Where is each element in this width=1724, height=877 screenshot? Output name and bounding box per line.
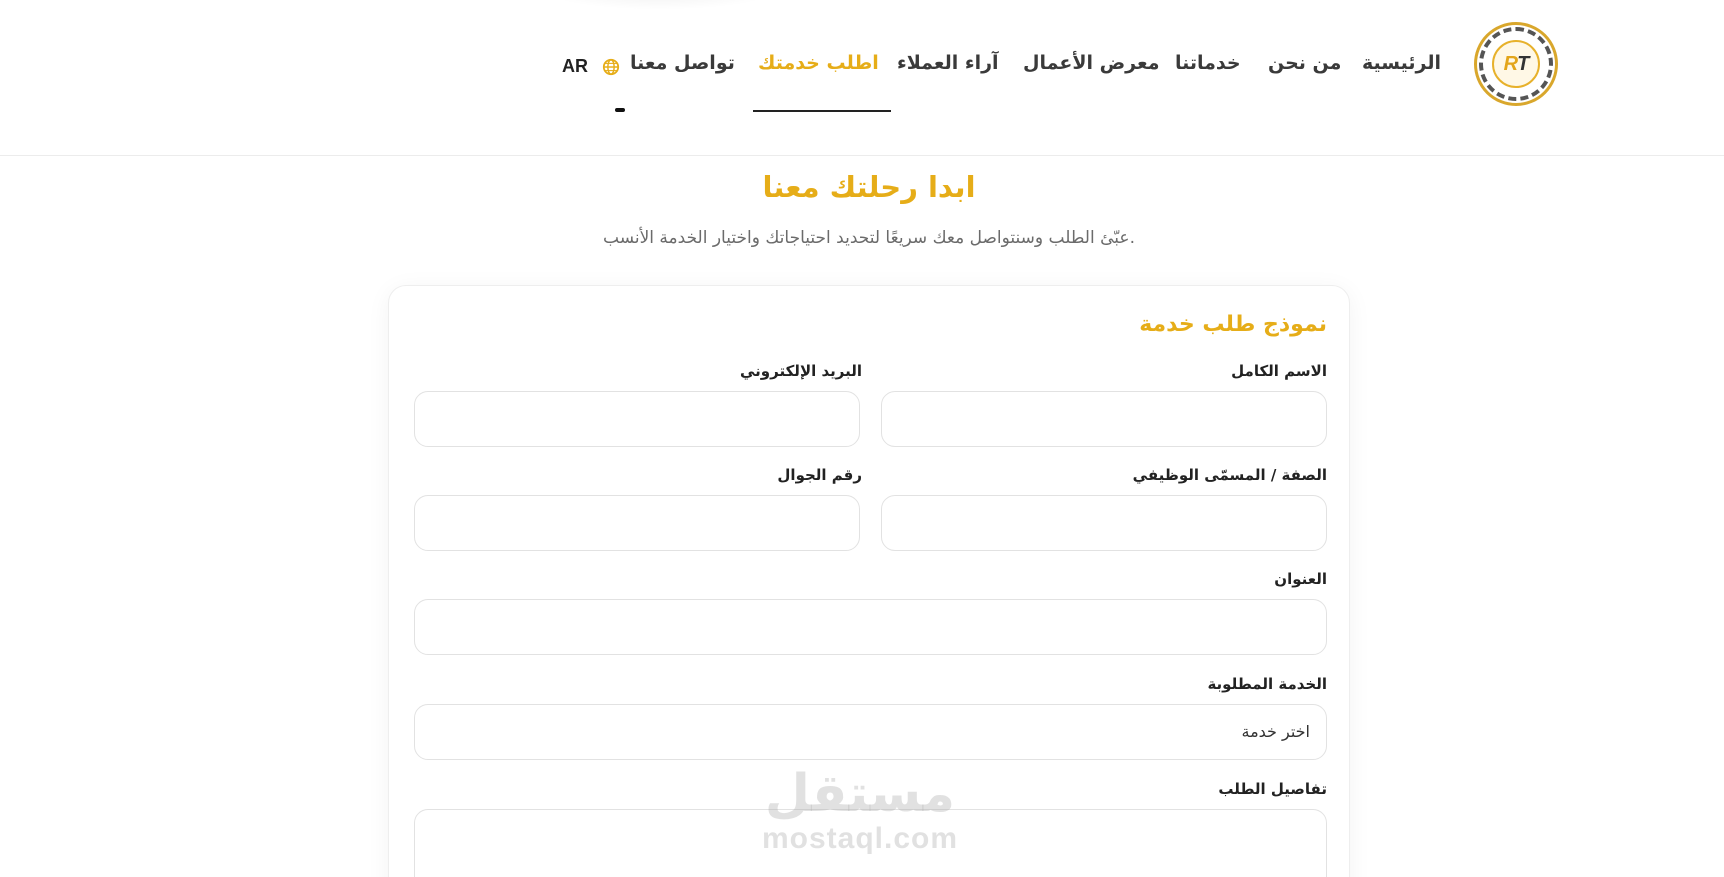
active-nav-underline [753,110,891,112]
nav-services[interactable]: خدماتنا [1175,52,1241,74]
mobile-input[interactable] [415,496,859,550]
language-indicator [615,108,625,112]
page-title: ابدا رحلتك معنا [762,170,976,204]
details-textarea[interactable] [414,809,1327,877]
nav-request-service[interactable]: اطلب خدمتك [758,52,879,74]
details-label: تفاصيل الطلب [1218,780,1327,798]
full-name-label: الاسم الكامل [1231,362,1327,380]
email-label: البريد الإلكتروني [740,362,862,380]
logo-monogram: R T [1492,40,1540,88]
job-title-input[interactable] [882,496,1326,550]
mobile-label: رقم الجوال [777,466,862,484]
mobile-field[interactable] [414,495,860,551]
address-field[interactable] [414,599,1327,655]
form-title: نموذج طلب خدمة [1139,312,1327,337]
logo-gear-ring [1479,27,1553,101]
decorative-shadow [540,0,780,10]
service-label: الخدمة المطلوبة [1207,675,1327,693]
globe-icon[interactable] [602,58,620,76]
site-header [0,0,1724,156]
address-input[interactable] [415,600,1326,654]
watermark-arabic: مستقل [764,764,956,824]
full-name-input[interactable] [882,392,1326,446]
language-switcher[interactable] [562,56,620,77]
job-title-label: الصفة / المسمّى الوظيفي [1132,466,1327,484]
nav-testimonials[interactable]: آراء العملاء [897,52,999,74]
nav-contact[interactable]: تواصل معنا [630,52,735,74]
nav-home[interactable]: الرئيسية [1362,52,1441,74]
service-select[interactable] [414,704,1327,760]
watermark-latin: mostaql.com [761,822,959,855]
email-field[interactable] [414,391,860,447]
page-subtitle: عبّئ الطلب وسنتواصل معك سريعًا لتحديد احتياجاتك واختيار الخدمة الأنسب. [603,228,1135,248]
service-request-form [388,285,1350,877]
email-input[interactable] [415,392,859,446]
nav-about[interactable]: من نحن [1268,52,1342,74]
company-logo[interactable] [1474,22,1558,106]
language-label[interactable]: AR [562,56,588,76]
service-selected-value[interactable]: اختر خدمة [1241,722,1310,741]
nav-portfolio[interactable]: معرض الأعمال [1023,52,1160,74]
job-title-field[interactable] [881,495,1327,551]
address-label: العنوان [1274,570,1327,588]
full-name-field[interactable] [881,391,1327,447]
